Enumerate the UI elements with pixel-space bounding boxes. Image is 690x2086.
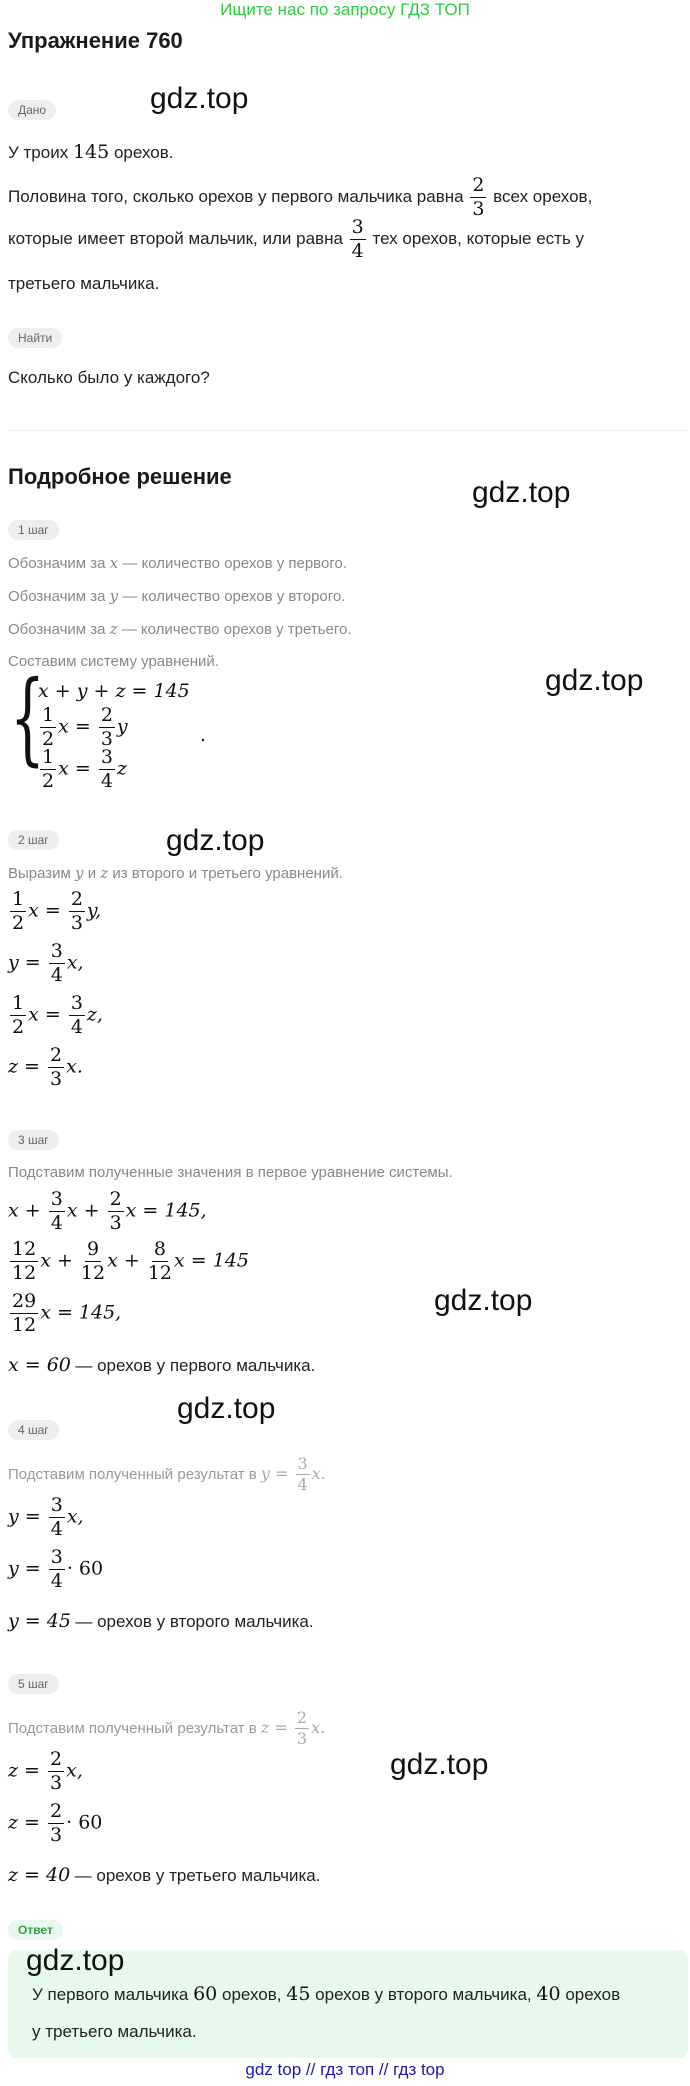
step-1-line-3: Обозначим за z — количество орехов у третьего. bbox=[8, 620, 352, 638]
system-dot: . bbox=[200, 724, 207, 746]
step-5-eq-1: z = $\frac{2}{3}$ x, bbox=[8, 1748, 83, 1794]
watermark: gdz.top bbox=[472, 476, 571, 509]
step-5-badge bbox=[8, 1674, 59, 1694]
step-1-line-4: Составим систему уравнений. bbox=[8, 653, 219, 670]
step-3-eq-1: x + $\frac{3}{4}$ x + $\frac{2}{3}$ x = 145, bbox=[8, 1188, 207, 1234]
given-line-2: Половина того, сколько орехов у первого мальчика равна $\frac{2}{3}$ всех орехов, bbox=[8, 174, 593, 220]
watermark: gdz.top bbox=[150, 82, 249, 115]
given-badge bbox=[8, 100, 56, 120]
watermark: gdz.top bbox=[434, 1284, 533, 1317]
step-5-line-1: Подставим полученный результат в z = $\frac{2}{3}$ x. bbox=[8, 1708, 326, 1748]
step-2-line-1: Выразим y и z из второго и третьего уравнений. bbox=[8, 864, 343, 882]
system-eq-2: $\frac{1}{2}$ x = $\frac{2}{3}$ y bbox=[42, 704, 128, 750]
divider bbox=[8, 430, 688, 431]
step-1-line-2: Обозначим за y — количество орехов у второго. bbox=[8, 587, 346, 605]
system-eq-1: x + y + z = 145 bbox=[38, 680, 190, 702]
step-3-line-1: Подставим полученные значения в первое уравнение системы. bbox=[8, 1164, 453, 1181]
watermark: gdz.top bbox=[26, 1944, 125, 1977]
step-4-badge bbox=[8, 1420, 59, 1440]
step-2-eq-1: $\frac{1}{2}$ x = $\frac{2}{3}$ y, bbox=[12, 888, 102, 934]
step-5-result: z = 40 — орехов у третьего мальчика. bbox=[8, 1864, 321, 1886]
find-label: Найти bbox=[8, 328, 62, 348]
step-4-result: y = 45 — орехов у второго мальчика. bbox=[8, 1610, 314, 1632]
step-3-eq-2: $\frac{12}{12}$ x + $\frac{9}{12}$ x + $\frac{8}{12}$ x = 145 bbox=[12, 1238, 250, 1284]
step-label: 4 шаг bbox=[8, 1420, 59, 1440]
step-label: 2 шаг bbox=[8, 830, 59, 850]
step-4-line-1: Подставим полученный результат в y = $\frac{3}{4}$ x. bbox=[8, 1454, 326, 1494]
given-line-3: которые имеет второй мальчик, или равна $\frac{3}{4}$ тех орехов, которые есть у bbox=[8, 216, 585, 262]
given-line-1: У троих 145 орехов. bbox=[8, 141, 174, 163]
system-brace: { bbox=[10, 659, 45, 776]
step-1-line-1: Обозначим за x — количество орехов у первого. bbox=[8, 554, 347, 572]
step-label: 5 шаг bbox=[8, 1674, 59, 1694]
step-2-eq-4: z = $\frac{2}{3}$ x. bbox=[8, 1044, 83, 1090]
step-2-eq-2: y = $\frac{3}{4}$ x, bbox=[8, 940, 84, 986]
footer-links[interactable]: gdz top // гдз топ // гдз top bbox=[245, 2060, 445, 2079]
fraction: $\frac{2}{3}$ bbox=[472, 174, 485, 220]
given-line-4: третьего мальчика. bbox=[8, 274, 160, 293]
step-label: 3 шаг bbox=[8, 1130, 59, 1150]
solution-title: Подробное решение bbox=[8, 464, 232, 489]
answer-line-2: у третьего мальчика. bbox=[32, 2022, 197, 2041]
answer-badge bbox=[8, 1920, 63, 1940]
step-3-eq-3: $\frac{29}{12}$ x = 145, bbox=[12, 1290, 122, 1336]
find-badge bbox=[8, 328, 62, 348]
step-4-eq-1: y = $\frac{3}{4}$ x, bbox=[8, 1494, 84, 1540]
step-3-badge bbox=[8, 1130, 59, 1150]
watermark: gdz.top bbox=[166, 824, 265, 857]
system-eq-3: $\frac{1}{2}$ x = $\frac{3}{4}$ z bbox=[42, 746, 127, 792]
exercise-title: Упражнение 760 bbox=[8, 28, 183, 53]
given-label: Дано bbox=[8, 100, 56, 120]
step-5-eq-2: z = $\frac{2}{3}$ · 60 bbox=[8, 1800, 103, 1846]
step-2-badge bbox=[8, 830, 59, 850]
fraction: $\frac{3}{4}$ bbox=[351, 216, 364, 262]
step-4-eq-2: y = $\frac{3}{4}$ · 60 bbox=[8, 1546, 104, 1592]
find-text: Сколько было у каждого? bbox=[8, 368, 210, 387]
answer-line-1: У первого мальчика 60 орехов, 45 орехов у второго мальчика, 40 орехов bbox=[32, 1983, 621, 2005]
top-banner[interactable]: Ищите нас по запросу ГДЗ ТОП bbox=[220, 0, 470, 19]
watermark: gdz.top bbox=[390, 1748, 489, 1781]
step-label: 1 шаг bbox=[8, 520, 59, 540]
step-3-result: x = 60 — орехов у первого мальчика. bbox=[8, 1354, 316, 1376]
step-2-eq-3: $\frac{1}{2}$ x = $\frac{3}{4}$ z, bbox=[12, 992, 103, 1038]
watermark: gdz.top bbox=[177, 1392, 276, 1425]
watermark: gdz.top bbox=[545, 664, 644, 697]
step-1-badge bbox=[8, 520, 59, 540]
answer-label: Ответ bbox=[8, 1920, 63, 1940]
